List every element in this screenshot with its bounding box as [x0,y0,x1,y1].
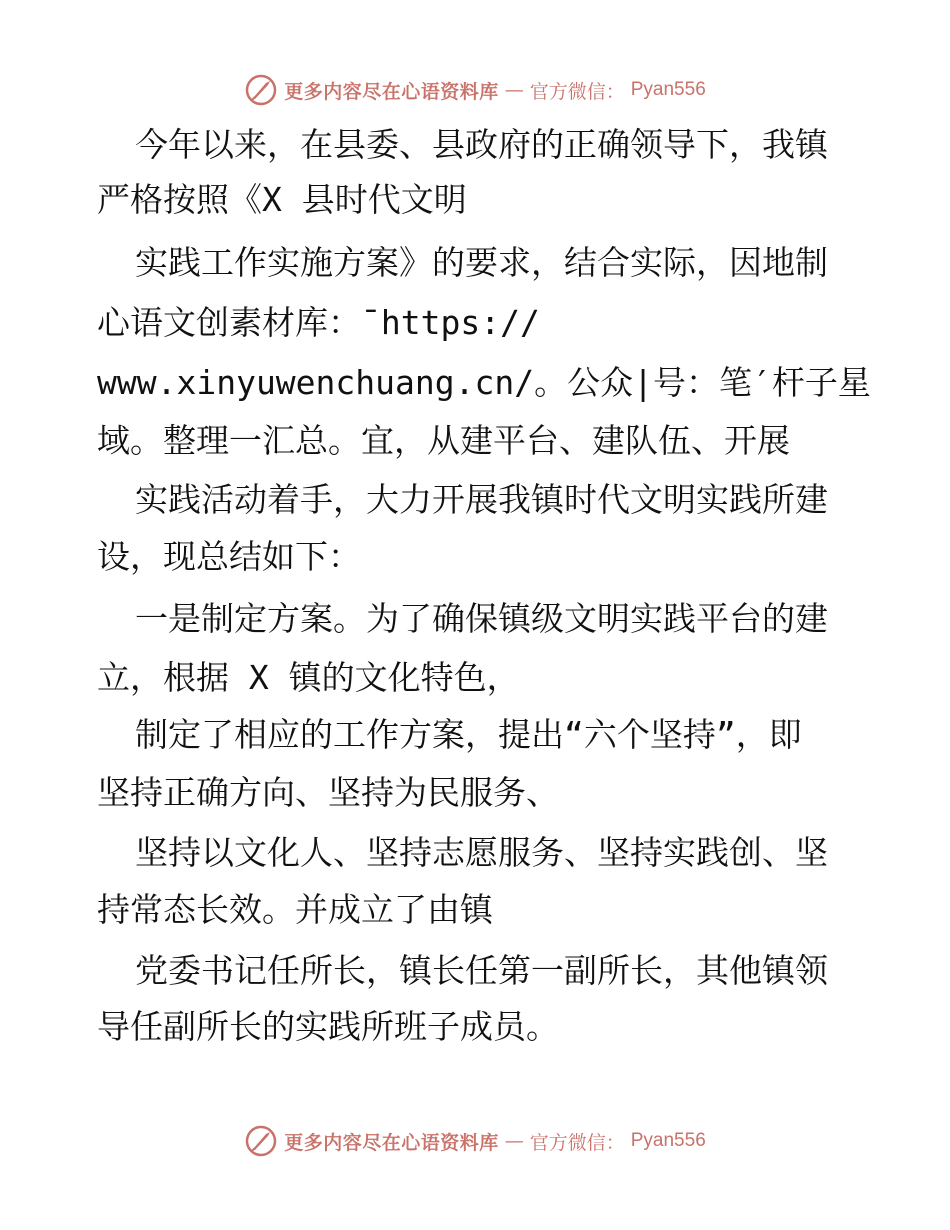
banner-slogan: 更多内容尽在心语资料库 [284,1131,499,1154]
body-line: 设，现总结如下： [97,537,361,576]
body-line: 今年以来，在县委、县政府的正确领导下，我镇 [135,125,828,164]
body-line: 党委书记任所长，镇长任第一副所长，其他镇领 [135,951,828,990]
body-line: 实践工作实施方案》的要求，结合实际，因地制 [135,243,828,282]
quill-pen-logo-icon [244,73,278,107]
body-line: 坚持正确方向、坚持为民服务、 [97,773,559,812]
body-line: www.xinyuwenchuang.cn/。公众|号：笔′杆子星 [97,363,871,402]
banner-wechat-label: 官方微信： [529,80,625,103]
quill-pen-logo-icon [244,1124,278,1158]
body-line: 坚持以文化人、坚持志愿服务、坚持实践创、坚 [135,833,828,872]
banner-wechat-label: 官方微信： [529,1131,625,1154]
body-line: 制定了相应的工作方案，提出“六个坚持”，即 [135,715,802,754]
body-line: 导任副所长的实践所班子成员。 [97,1007,559,1046]
body-line: 持常态长效。并成立了由镇 [97,890,493,929]
banner-wechat-id: Pyan556 [630,79,706,100]
body-line: 立，根据 X 镇的文化特色， [97,658,520,697]
body-line: 一是制定方案。为了确保镇级文明实践平台的建 [135,599,828,638]
banner-separator: — [504,1130,524,1152]
body-line: 严格按照《X 县时代文明 [97,180,467,219]
banner-wechat-id: Pyan556 [630,1130,706,1151]
banner-slogan: 更多内容尽在心语资料库 [284,80,499,103]
body-line: 心语文创素材库：¯https:// [97,303,540,342]
header-banner [0,70,950,110]
footer-banner [0,1121,950,1161]
banner-separator: — [504,79,524,101]
body-line: 域。整理一汇总。宜，从建平台、建队伍、开展 [97,421,790,460]
body-line: 实践活动着手，大力开展我镇时代文明实践所建 [135,480,828,519]
